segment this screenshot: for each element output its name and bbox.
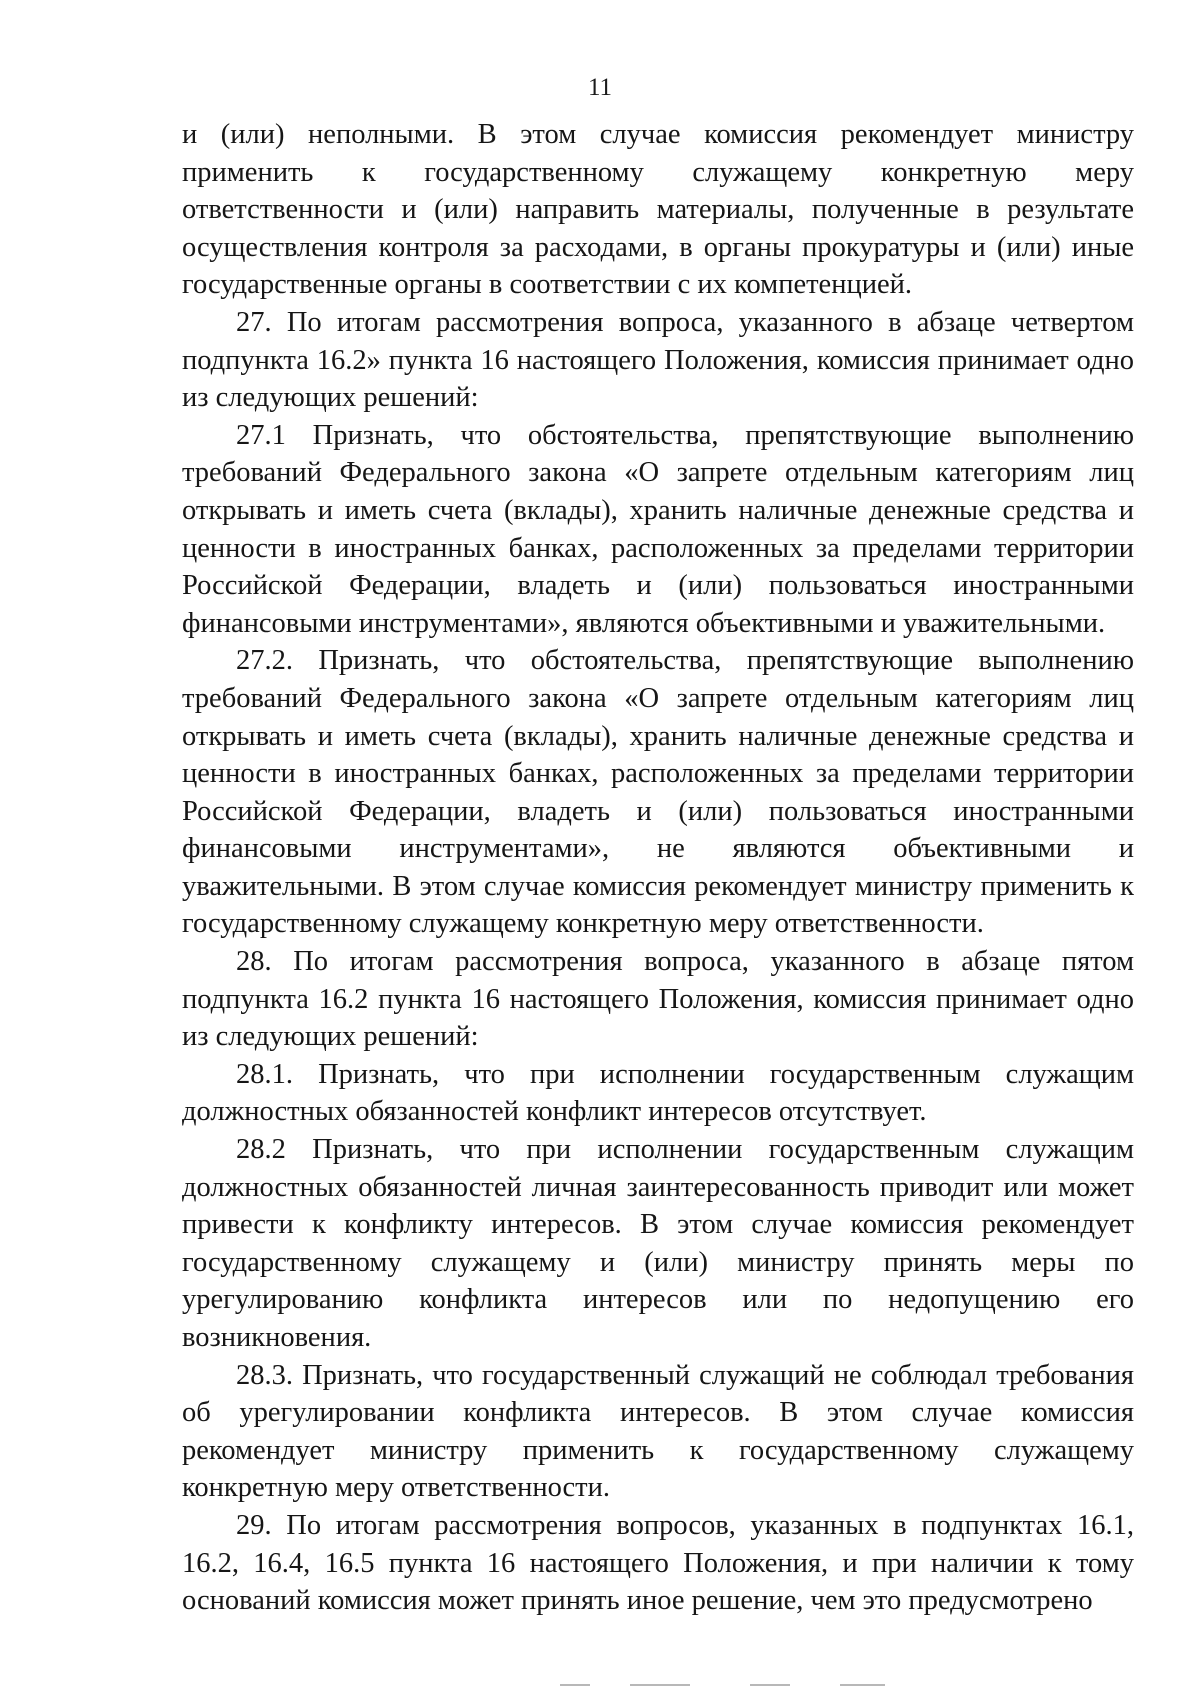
paragraph-continuation: и (или) неполными. В этом случае комиссия рекомендует министру применить к государственному служащему конкретную меру ответственности и (или) направить материалы, полученные в результате осуществления контроля за расходами, в органы прокуратуры и (или) иные государственные органы в соответствии с их компетенцией. — [182, 119, 1134, 301]
paragraph-27: 27. По итогам рассмотрения вопроса, указанного в абзаце четвертом подпункта 16.2» пункта 16 настоящего Положения, комиссия принимает одно из следующих решений: — [182, 306, 1134, 414]
document-body — [182, 116, 1134, 1620]
text-fragment-mark — [840, 1684, 885, 1686]
paragraph-28: 28. По итогам рассмотрения вопроса, указанного в абзаце пятом подпункта 16.2 пункта 16 настоящего Положения, комиссия принимает одно из следующих решений: — [182, 946, 1134, 1053]
text-fragment-mark — [560, 1684, 590, 1686]
cut-off-next-line — [560, 1684, 890, 1688]
paragraph-28-3: 28.3. Признать, что государственный служащий не соблюдал требования об урегулировании конфликта интересов. В этом случае комиссия рекомендует министру применить к государственному служащему конкретную меру ответственности. — [182, 1359, 1134, 1504]
paragraph-28-1: 28.1. Признать, что при исполнении государственным служащим должностных обязанностей конфликт интересов отсутствует. — [182, 1058, 1134, 1128]
paragraph-27-2: 27.2. Признать, что обстоятельства, препятствующие выполнению требований Федерального закона «О запрете отдельным категориям лиц открывать и иметь счета (вклады), хранить наличные денежные средства и ценности в иностранных банках, расположенных за пределами территории Российской Федерации, владеть и (или) пользоваться иностранными финансовыми инструментами», не являются объективными и уважительными. В этом случае комиссия рекомендует министру применить к государственному служащему конкретную меру ответственности. — [182, 645, 1134, 940]
paragraph-27-1: 27.1 Признать, что обстоятельства, препятствующие выполнению требований Федерального закона «О запрете отдельным категориям лиц открывать и иметь счета (вклады), хранить наличные денежные средства и ценности в иностранных банках, расположенных за пределами территории Российской Федерации, владеть и (или) пользоваться иностранными финансовыми инструментами», являются объективными и уважительными. — [182, 419, 1134, 639]
text-fragment-mark — [630, 1684, 690, 1686]
text-fragment-mark — [750, 1684, 790, 1686]
paragraph-28-2: 28.2 Признать, что при исполнении государственным служащим должностных обязанностей личная заинтересованность приводит или может привести к конфликту интересов. В этом случае комиссия рекомендует государственному служащему и (или) министру принять меры по урегулированию конфликта интересов или по недопущению его возникновения. — [182, 1134, 1134, 1353]
paragraph-29: 29. По итогам рассмотрения вопросов, указанных в подпунктах 16.1, 16.2, 16.4, 16.5 пункта 16 настоящего Положения, и при наличии к тому оснований комиссия может принять иное решение, чем это предусмотрено — [182, 1509, 1134, 1617]
page-number: 11 — [587, 74, 613, 101]
